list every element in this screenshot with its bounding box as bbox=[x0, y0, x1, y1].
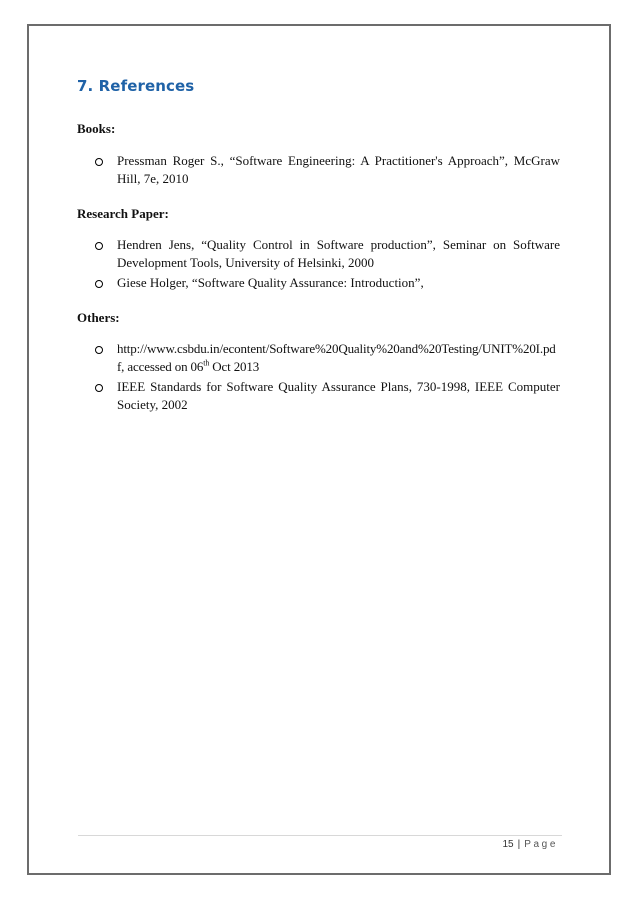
bullet-icon bbox=[95, 242, 103, 250]
list-item bbox=[93, 152, 560, 188]
others-list bbox=[93, 340, 560, 416]
bullet-icon bbox=[95, 384, 103, 392]
list-item bbox=[93, 236, 560, 272]
reference-url-text: http://www.csbdu.in/econtent/Software%20Quality%20and%20Testing/UNIT%20I.pdf, accessed on 06 bbox=[117, 341, 556, 374]
list-item bbox=[93, 378, 560, 414]
ordinal-suffix: th bbox=[203, 358, 210, 368]
research-paper-label: Research Paper: bbox=[77, 206, 169, 221]
footer-separator: | bbox=[517, 839, 521, 850]
reference-text: Hendren Jens, “Quality Control in Software production”, Seminar on Software Development Tools, University of Helsinki, 2000 bbox=[117, 237, 560, 270]
bullet-icon bbox=[95, 280, 103, 288]
reference-text bbox=[117, 340, 560, 376]
bullet-icon bbox=[95, 346, 103, 354]
footer-divider bbox=[78, 835, 562, 836]
research-list bbox=[93, 236, 560, 294]
bullet-icon bbox=[95, 158, 103, 166]
page-number: 15 bbox=[502, 839, 514, 850]
section-heading: 7. References bbox=[77, 77, 195, 95]
books-label: Books: bbox=[77, 121, 116, 136]
page-label: Page bbox=[524, 839, 558, 850]
books-list bbox=[93, 152, 560, 190]
reference-text: Giese Holger, “Software Quality Assurance: Introduction”, bbox=[117, 275, 424, 290]
reference-text: IEEE Standards for Software Quality Assurance Plans, 730-1998, IEEE Computer Society, 2002 bbox=[117, 379, 560, 412]
reference-text: Pressman Roger S., “Software Engineering: A Practitioner's Approach”, McGraw Hill, 7e, 2010 bbox=[117, 153, 560, 186]
list-item bbox=[93, 340, 560, 376]
page-footer bbox=[503, 839, 559, 850]
list-item bbox=[93, 274, 560, 292]
others-label: Others: bbox=[77, 310, 120, 325]
reference-date-text: Oct 2013 bbox=[209, 359, 260, 374]
